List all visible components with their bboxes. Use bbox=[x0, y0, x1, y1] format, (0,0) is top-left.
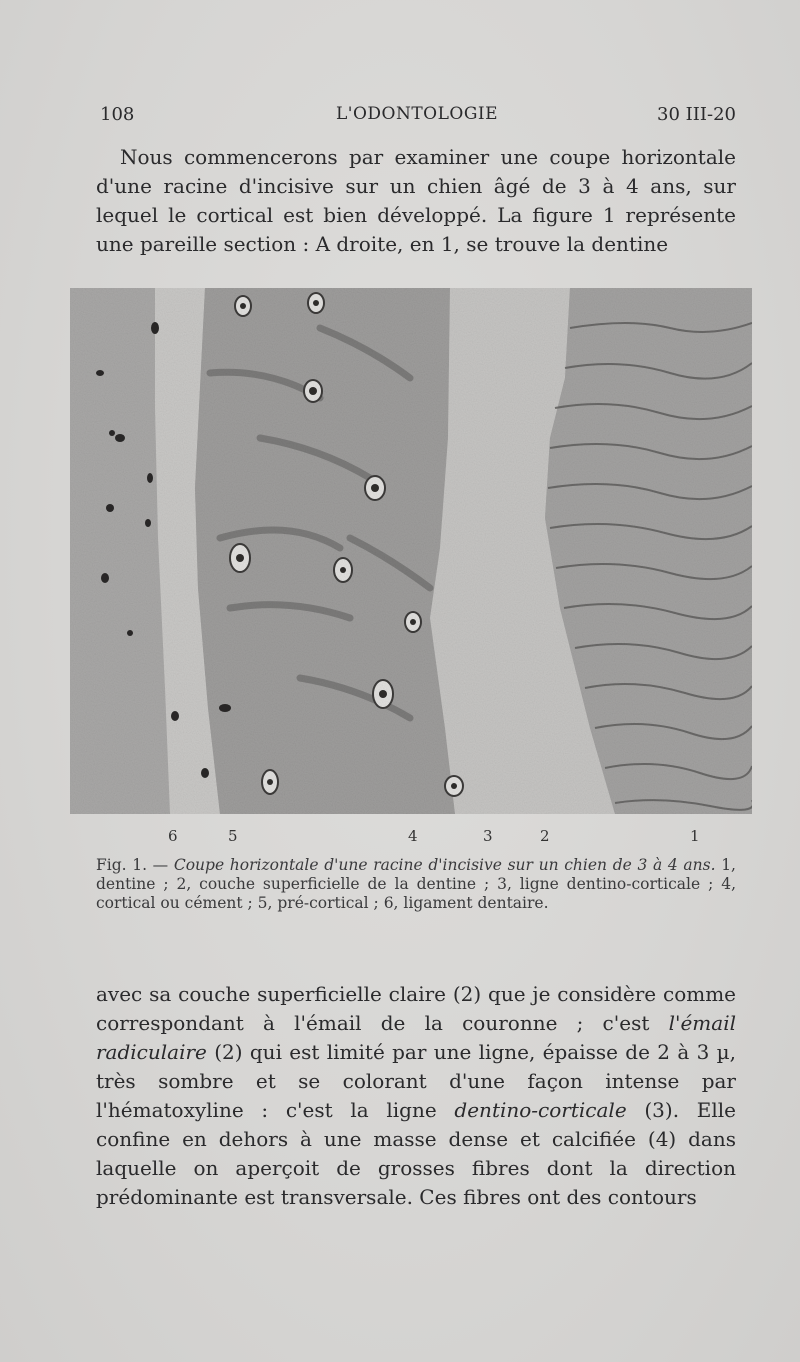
paragraph-intro: Nous commencerons par examiner une coupe horizontale d'une racine d'incisive sur un chien âgé de 3 à 4 ans, sur lequel le cortical est bien développé. La figure 1 représente une pareille section : A droite, en 1, se trouve la dentine bbox=[96, 145, 736, 256]
figure-caption bbox=[96, 856, 736, 913]
term-email-radiculaire: l'émail radiculaire bbox=[96, 1011, 736, 1064]
zone-label-4: 4 bbox=[408, 827, 418, 845]
page-number: 108 bbox=[100, 104, 135, 125]
running-header bbox=[96, 104, 736, 130]
caption-prefix: Fig. 1. — bbox=[96, 856, 174, 874]
caption-legend: 1, dentine ; 2, couche superficielle de la dentine ; 3, ligne dentino-corticale ; 4, cortical ou cément ; 5, pré-cortical ; 6, ligament dentaire. bbox=[96, 856, 736, 912]
micrograph-image bbox=[70, 288, 752, 814]
caption-title: Coupe horizontale d'une racine d'incisive sur un chien de 3 à 4 ans. bbox=[173, 856, 716, 874]
term-dentino-corticale: dentino-corticale bbox=[454, 1098, 627, 1122]
journal-title: L'ODONTOLOGIE bbox=[336, 104, 499, 124]
zone-label-5: 5 bbox=[228, 827, 238, 845]
zone-label-6: 6 bbox=[168, 827, 178, 845]
zone-label-1: 1 bbox=[690, 827, 700, 845]
figure-zone-labels bbox=[0, 827, 800, 851]
zone-label-3: 3 bbox=[483, 827, 493, 845]
zone-label-2: 2 bbox=[540, 827, 550, 845]
body-text-2: (2) qui est limité par une ligne, épaisse de 2 à 3 µ, très sombre et se colorant d'une façon intense par l'hématoxyline : c'est la ligne bbox=[96, 1040, 736, 1122]
micrograph-figure bbox=[70, 288, 752, 814]
paragraph-body bbox=[96, 980, 736, 1212]
body-text-1: avec sa couche superficielle claire (2) que je considère comme correspondant à l'émail de la couronne ; c'est bbox=[96, 982, 736, 1035]
header-date: 30 III-20 bbox=[657, 104, 736, 125]
body-text-3: (3). Elle confine en dehors à une masse dense et calcifiée (4) dans laquelle on aperçoit de grosses fibres dont la direction prédominante est transversale. Ces fibres ont des contours bbox=[96, 1098, 736, 1209]
